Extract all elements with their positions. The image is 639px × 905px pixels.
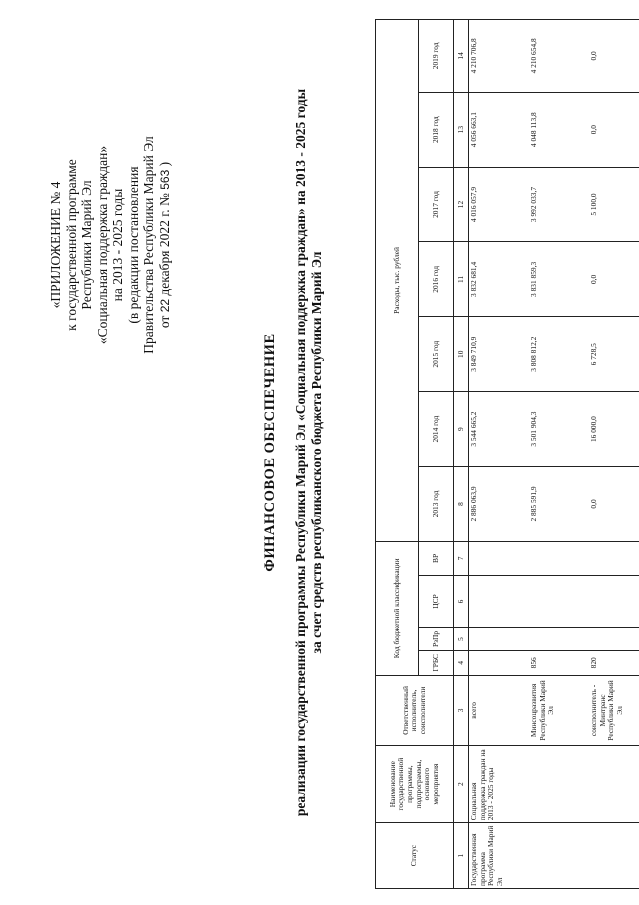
value-cell: 0,0 <box>589 242 639 317</box>
header-rzpr: РзПр <box>419 628 454 651</box>
grbs-cell: 856 <box>529 650 589 675</box>
header-year: 2014 год <box>419 392 454 467</box>
vr-cell <box>469 541 530 575</box>
header-budget-code: Код бюджетной классификации <box>376 541 419 675</box>
header-year: 2018 год <box>419 92 454 167</box>
appendix-line: «Социальная поддержка граждан» <box>94 145 110 345</box>
col-number: 2 <box>454 746 469 823</box>
col-number: 9 <box>454 392 469 467</box>
rzpr-cell <box>529 628 589 651</box>
header-expenses: Расходы, тыс. рублей <box>376 20 419 542</box>
col-number: 5 <box>454 628 469 651</box>
executor-cell: всего <box>469 675 530 745</box>
appendix-line: «ПРИЛОЖЕНИЕ № 4 <box>48 181 63 309</box>
value-cell: 3 831 859,3 <box>529 242 589 317</box>
appendix-line: Правительства Республики Марий Эл <box>141 136 156 354</box>
value-cell: 3 832 681,4 <box>469 242 530 317</box>
appendix-line: к государственной программе <box>63 159 79 331</box>
value-cell: 0,0 <box>589 92 639 167</box>
title-subtitle: реализации государственной программы Республики Марий Эл «Социальная поддержка граждан» на 2013 - 2025 годы <box>293 88 308 817</box>
value-cell: 16 000,0 <box>589 392 639 467</box>
executor-cell: соисполнитель - Минтранс Республики Марий Эл <box>589 675 639 745</box>
value-cell: 3 544 665,2 <box>469 392 530 467</box>
csr-cell <box>589 575 639 627</box>
header-csr: ЦСР <box>419 575 454 627</box>
csr-cell <box>469 575 530 627</box>
value-cell: 3 992 033,7 <box>529 167 589 242</box>
date-rest: декабря 2022 г. № <box>156 193 172 296</box>
vr-cell <box>529 541 589 575</box>
col-number: 11 <box>454 242 469 317</box>
value-cell: 4 210 706,8 <box>469 20 530 93</box>
header-status: Статус <box>376 823 454 889</box>
col-number: 14 <box>454 20 469 93</box>
document-title <box>262 0 325 905</box>
header-vr: ВР <box>419 541 454 575</box>
value-cell: 0,0 <box>589 20 639 93</box>
header-name: Наименование государственной программы, подпрограммы, основного мероприятия <box>376 746 454 823</box>
status-cell: Государственная программа Республики Марий Эл <box>469 823 639 889</box>
header-year: 2016 год <box>419 242 454 317</box>
title-main: ФИНАНСОВОЕ ОБЕСПЕЧЕНИЕ <box>262 333 278 572</box>
close-paren: ) <box>156 161 172 167</box>
financing-table <box>375 19 639 889</box>
col-number: 3 <box>454 675 469 745</box>
col-number: 1 <box>454 823 469 889</box>
col-number: 6 <box>454 575 469 627</box>
header-year: 2019 год <box>419 20 454 93</box>
value-cell: 4 056 663,1 <box>469 92 530 167</box>
appendix-line: на 2013 - 2025 годы <box>110 188 125 302</box>
decree-number: 563 <box>157 169 172 190</box>
program-name-cell: Социальная поддержка граждан на 2013 - 2025 годы <box>469 746 639 823</box>
value-cell: 4 210 654,8 <box>529 20 589 93</box>
date-day: 22 <box>157 298 172 313</box>
header-grbs: ГРБС <box>419 650 454 675</box>
appendix-header <box>48 25 173 465</box>
col-number: 8 <box>454 467 469 542</box>
value-cell: 0,0 <box>589 467 639 542</box>
rzpr-cell <box>589 628 639 651</box>
value-cell: 4 016 057,9 <box>469 167 530 242</box>
executor-cell: Минсоцразвития Республики Марий Эл <box>529 675 589 745</box>
table-row <box>469 20 530 889</box>
col-number: 4 <box>454 650 469 675</box>
title-subtitle-2: за счет средств республиканского бюджета Республики Марий Эл <box>309 251 324 654</box>
header-year: 2015 год <box>419 317 454 392</box>
date-prefix: от <box>156 315 172 329</box>
value-cell: 3 501 904,3 <box>529 392 589 467</box>
col-number: 12 <box>454 167 469 242</box>
header-executor: Ответственный исполнитель, соисполнители <box>376 675 454 745</box>
value-cell: 6 728,5 <box>589 317 639 392</box>
value-cell: 4 048 113,8 <box>529 92 589 167</box>
col-number: 10 <box>454 317 469 392</box>
appendix-date-line <box>157 25 174 465</box>
grbs-cell: 820 <box>589 650 639 675</box>
vr-cell <box>589 541 639 575</box>
header-year: 2013 год <box>419 467 454 542</box>
csr-cell <box>529 575 589 627</box>
grbs-cell <box>469 650 530 675</box>
value-cell: 2 885 591,9 <box>529 467 589 542</box>
appendix-line: Республики Марий Эл <box>79 180 94 310</box>
value-cell: 3 849 710,9 <box>469 317 530 392</box>
value-cell: 2 886 063,9 <box>469 467 530 542</box>
value-cell: 3 808 812,2 <box>529 317 589 392</box>
value-cell: 5 100,0 <box>589 167 639 242</box>
col-number: 7 <box>454 541 469 575</box>
column-number-row <box>454 20 469 889</box>
appendix-line: (в редакции постановления <box>125 166 141 324</box>
header-row <box>376 20 419 889</box>
rzpr-cell <box>469 628 530 651</box>
col-number: 13 <box>454 92 469 167</box>
header-year: 2017 год <box>419 167 454 242</box>
